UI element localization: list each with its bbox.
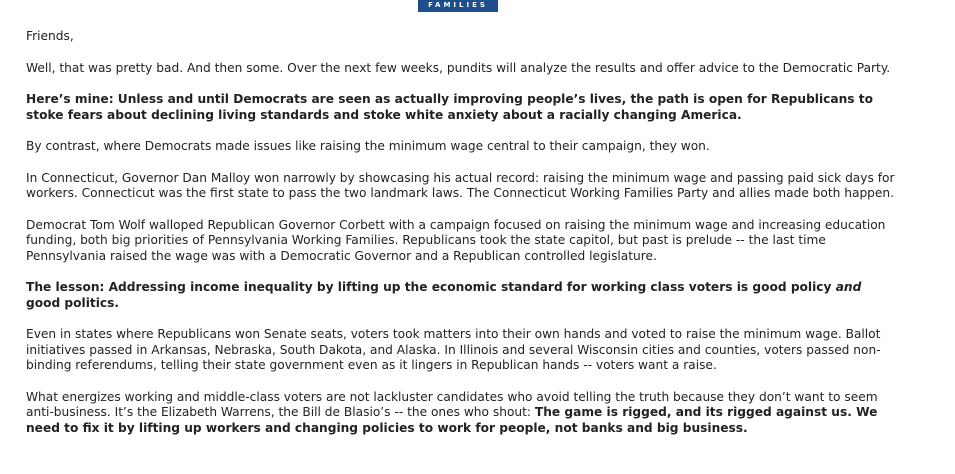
lesson-text-start: The lesson: Addressing income inequality by lifting up the economic standard for working class voters is good policy: [26, 280, 836, 294]
lesson-text-end: good politics.: [26, 295, 120, 310]
paragraph-ballot-initiatives: Even in states where Republicans won Senate seats, voters took matters into their own hands and voted to raise the minimum wage. Ballot initiatives passed in Arkansas, Nebraska, South Dakota, and Alaska. In Illinois and several Wisconsin cities and counties, voters passed non-binding referendums, telling their state government even as it lingers in Republican hands -- voters want a raise.: [26, 327, 881, 372]
greeting: Friends,: [26, 29, 74, 43]
paragraph-energizes: [26, 390, 896, 437]
paragraph-contrast: By contrast, where Democrats made issues like raising the minimum wage central to their campaign, they won.: [26, 139, 710, 153]
paragraph-lesson: [26, 280, 896, 311]
paragraph-thesis: Here’s mine: Unless and until Democrats are seen as actually improving people’s lives, the path is open for Republicans to stoke fears about declining living standards and stoke white anxiety about a racially changing America.: [26, 92, 873, 122]
paragraph-connecticut: In Connecticut, Governor Dan Malloy won narrowly by showcasing his actual record: raising the minimum wage and passing paid sick days for workers. Connecticut was the first state to pass the two landmark laws. The Connecticut Working Families Party and allies made both happen.: [26, 170, 895, 200]
lesson-emphasis: and: [835, 280, 862, 294]
paragraph-intro: Well, that was pretty bad. And then some. Over the next few weeks, pundits will analyze the results and offer advice to the Democratic Party.: [26, 60, 891, 75]
paragraph-pennsylvania: Democrat Tom Wolf walloped Republican Governor Corbett with a campaign focused on raising the minimum wage and increasing education funding, both big priorities of Pennsylvania Working Families. Republicans took the state capitol, but past is prelude -- the last time Pennsylvania raised the wage was with a Democratic Governor and a Republican controlled legislature.: [26, 217, 886, 263]
energizes-text: What energizes working and middle-class voters are not lackluster candidates who avoid telling the truth because they don’t want to seem anti-business. It’s the Elizabeth Warrens, the Bill de Blasio’s -- the ones who shout:: [26, 389, 878, 419]
email-body: [26, 29, 896, 452]
families-logo: FAMILIES: [418, 0, 498, 12]
energizes-bold-text: The game is rigged, and its rigged against us. We need to fix it by lifting up workers and changing policies to work for people, not banks and big business.: [26, 405, 878, 435]
